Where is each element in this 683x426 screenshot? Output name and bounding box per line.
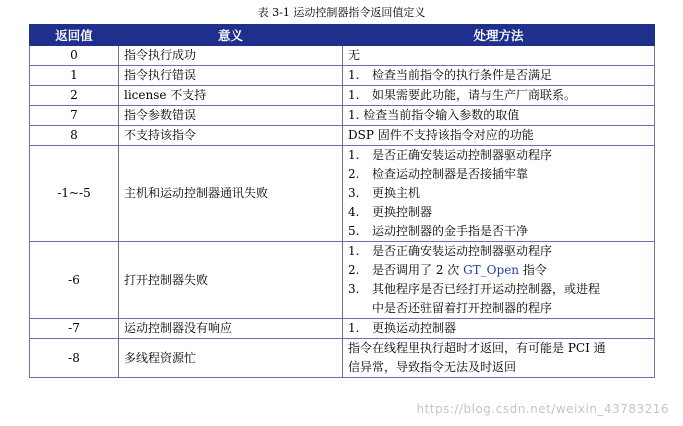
method-item (348, 86, 649, 105)
item-number: 3. (348, 282, 360, 296)
item-number: 1. (348, 88, 360, 102)
item-number: 1. (348, 244, 360, 258)
item-text: 运动控制器的金手指是否干净 (372, 224, 529, 238)
cell-code: 2 (30, 86, 119, 106)
cell-method: DSP 固件不支持该指令对应的功能 (343, 126, 655, 146)
item-text: 检查当前指令的执行条件是否满足 (372, 68, 553, 82)
item-text: 更换运动控制器 (372, 321, 457, 335)
cell-method: 1. 检查当前指令输入参数的取值 (343, 106, 655, 126)
cell-meaning: 打开控制器失败 (119, 242, 343, 319)
cell-meaning: 指令参数错误 (119, 106, 343, 126)
method-item (348, 165, 649, 184)
table-caption: 表 3-1 运动控制器指令返回值定义 (257, 6, 426, 19)
item-text: 是否正确安装运动控制器驱动程序 (372, 148, 553, 162)
cell-meaning: 指令执行错误 (119, 66, 343, 86)
table-row (30, 86, 655, 106)
header-method: 处理方法 (343, 25, 655, 46)
cell-code: -8 (30, 339, 119, 378)
method-item (348, 280, 649, 299)
item-number: 1. (348, 321, 360, 335)
item-number: 1. (348, 148, 360, 162)
cell-meaning: 运动控制器没有响应 (119, 319, 343, 339)
item-continuation: 中是否还驻留着打开控制器的程序 (372, 301, 553, 315)
method-item (348, 261, 649, 280)
item-text: 是否正确安装运动控制器驱动程序 (372, 244, 553, 258)
method-item (348, 203, 649, 222)
item-number: 5. (348, 224, 360, 238)
table-row (30, 46, 655, 66)
method-line: 指令在线程里执行超时才返回，有可能是 PCI 通 (348, 341, 606, 355)
cell-meaning: 多线程资源忙 (119, 339, 343, 378)
cell-code: -1~-5 (30, 146, 119, 242)
cell-code: 0 (30, 46, 119, 66)
item-text: 其他程序是否已经打开运动控制器，或进程 (372, 282, 601, 296)
item-text: 指令 (519, 263, 547, 277)
table-row (30, 242, 655, 319)
table-row (30, 106, 655, 126)
cell-method (343, 66, 655, 86)
header-row (30, 25, 655, 46)
table-row (30, 146, 655, 242)
item-number: 2. (348, 263, 360, 277)
method-line: 信异常，导致指令无法及时返回 (348, 360, 517, 374)
cell-method (343, 86, 655, 106)
item-text: 如果需要此功能，请与生产厂商联系。 (372, 88, 577, 102)
header-meaning: 意义 (119, 25, 343, 46)
header-code: 返回值 (30, 25, 119, 46)
cell-meaning: 不支持该指令 (119, 126, 343, 146)
gt-open-link[interactable]: GT_Open (463, 263, 520, 277)
method-item (348, 222, 649, 241)
method-item (348, 66, 649, 85)
cell-code: -6 (30, 242, 119, 319)
item-number: 1. (348, 68, 360, 82)
cell-method (343, 242, 655, 319)
cell-meaning: 主机和运动控制器通讯失败 (119, 146, 343, 242)
cell-method: 无 (343, 46, 655, 66)
watermark: https://blog.csdn.net/weixin_43783216 (416, 402, 669, 416)
method-item (348, 242, 649, 261)
cell-code: 8 (30, 126, 119, 146)
item-text: 更换主机 (372, 186, 421, 200)
item-text: 是否调用了 2 次 (372, 263, 464, 277)
cell-code: 7 (30, 106, 119, 126)
item-number: 2. (348, 167, 360, 181)
table-row (30, 126, 655, 146)
cell-code: -7 (30, 319, 119, 339)
cell-method (343, 146, 655, 242)
method-item (348, 184, 649, 203)
item-text: 检查运动控制器是否接插牢靠 (372, 167, 529, 181)
return-value-table (29, 24, 655, 378)
item-number: 4. (348, 205, 360, 219)
cell-code: 1 (30, 66, 119, 86)
table-row (30, 319, 655, 339)
method-item (348, 319, 649, 338)
cell-meaning: license 不支持 (119, 86, 343, 106)
item-text: 更换控制器 (372, 205, 433, 219)
item-number: 3. (348, 186, 360, 200)
table-row (30, 339, 655, 378)
cell-method (343, 319, 655, 339)
table-row (30, 66, 655, 86)
method-item (348, 146, 649, 165)
cell-method (343, 339, 655, 378)
cell-meaning: 指令执行成功 (119, 46, 343, 66)
